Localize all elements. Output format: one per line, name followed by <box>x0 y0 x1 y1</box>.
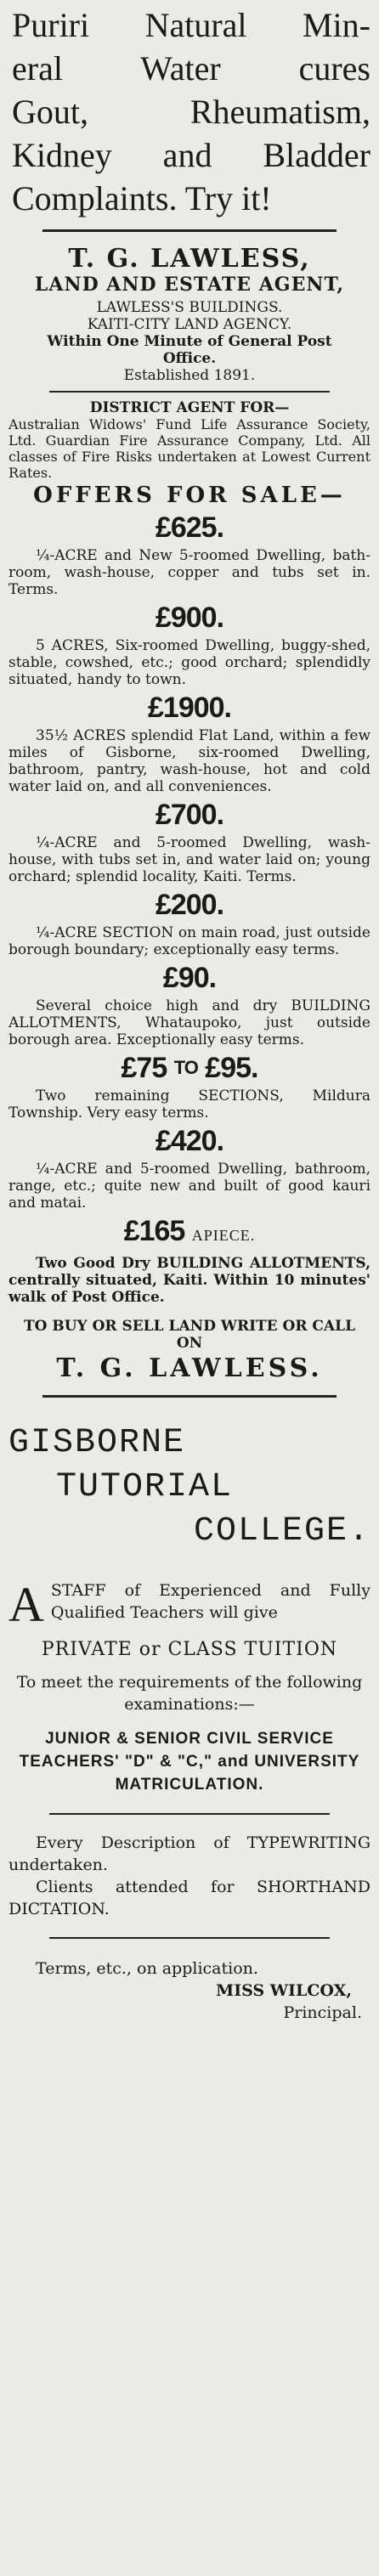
promo-line: Complaints. Try it! <box>12 179 272 217</box>
price-to: £95. <box>205 1052 258 1084</box>
agent-location: Within One Minute of General Post Office. <box>47 333 332 367</box>
listing-price: £700. <box>155 799 224 831</box>
divider <box>49 1813 330 1815</box>
listing-text: ¼-ACRE and New 5-roomed Dwelling, bath-room, wash-house, copper and tubs set in. Terms. <box>8 547 371 598</box>
listing-price: £200. <box>155 889 224 921</box>
staff-text: STAFF of Experienced and Fully Qualified Teachers will give <box>50 1581 371 1622</box>
listing-price: £1900. <box>148 692 231 724</box>
listing-price: £420. <box>155 1125 224 1157</box>
listing <box>8 795 371 885</box>
listing <box>8 508 371 598</box>
listing <box>8 958 371 1048</box>
college-title-line: TUTORIAL <box>56 1468 234 1506</box>
listing-text: Two Good Dry BUILDING ALLOTMENTS, centrally situated, Kaiti. Within 10 minutes' walk of Post Office. <box>8 1255 371 1306</box>
college-title-line: COLLEGE. <box>193 1512 371 1551</box>
promo-line: Puriri Natural Min- <box>12 6 371 44</box>
closing-name: T. G. LAWLESS. <box>56 1353 323 1383</box>
listing <box>8 1121 371 1212</box>
tutorial-advert <box>8 1421 371 2024</box>
listing-text: ¼-ACRE and 5-roomed Dwelling, wash-house, with tubs set in, and water laid on; young orchard; splendid locality, Kaiti. Terms. <box>8 834 371 885</box>
principal-name: MISS WILCOX, <box>216 1981 352 2000</box>
lawless-advert <box>8 244 371 1383</box>
listing-text: ¼-ACRE SECTION on main road, just outside borough boundary; exceptionally easy terms. <box>8 924 371 958</box>
listing-text: Two remaining SECTIONS, Mildura Township. Very easy terms. <box>8 1087 371 1121</box>
staff-paragraph <box>8 1579 371 1627</box>
price-value: £165 <box>123 1215 185 1247</box>
divider <box>42 229 337 232</box>
college-title-line: GISBORNE <box>8 1424 186 1462</box>
price-from: £75 <box>121 1052 167 1084</box>
listing <box>8 688 371 795</box>
listing-price: £900. <box>155 602 224 634</box>
district-agent-heading: DISTRICT AGENT FOR— <box>89 399 290 416</box>
puriri-promo <box>8 3 371 220</box>
puriri-advert <box>8 3 371 223</box>
listing <box>8 1212 371 1306</box>
listing-text: 5 ACRES, Six-roomed Dwelling, buggy-shed, stable, cowshed, etc.; good orchard; splendidly situated, handy to town. <box>8 637 371 688</box>
listing <box>8 598 371 688</box>
terms-text: Terms, etc., on application. <box>36 1959 258 1978</box>
listing-price <box>8 1212 371 1255</box>
closing-call: TO BUY OR SELL LAND WRITE OR CALL ON <box>23 1318 356 1352</box>
agent-established: Established 1891. <box>123 367 256 384</box>
drop-cap: A <box>8 1579 44 1627</box>
listing <box>8 1048 371 1121</box>
divider <box>49 1937 330 1939</box>
requirements-text: To meet the requirements of the following examinations:— <box>16 1673 363 1714</box>
divider <box>42 1395 337 1398</box>
agent-agency: KAITI-CITY LAND AGENCY. <box>87 316 292 333</box>
newspaper-column <box>0 3 379 2576</box>
listing-text: Several choice high and dry BUILDING ALLOTMENTS, Whataupoko, just outside borough area. Exceptionally easy terms. <box>8 997 371 1048</box>
offers-heading: OFFERS FOR SALE— <box>33 483 346 508</box>
agent-building: LAWLESS'S BUILDINGS. <box>96 299 283 316</box>
divider <box>49 391 330 393</box>
listing-price-range <box>8 1048 371 1087</box>
agent-title: LAND AND ESTATE AGENT, <box>34 274 345 296</box>
listing-text: ¼-ACRE and 5-roomed Dwelling, bathroom, range, etc.; quite new and built of good kauri and matai. <box>8 1161 371 1212</box>
promo-line: Gout, Rheumatism, <box>12 93 371 131</box>
exams-list: JUNIOR & SENIOR CIVIL SERVICE TEACHERS' "D" & "C," and UNIVERSITY MATRICULATION. <box>19 1730 360 1794</box>
principal-title: Principal. <box>283 2003 362 2022</box>
promo-line: eral Water cures <box>12 49 371 88</box>
shorthand-text: Clients attended for SHORTHAND DICTATION. <box>8 1878 371 1918</box>
typewriting-text: Every Description of TYPEWRITING undertaken. <box>8 1833 371 1874</box>
listing <box>8 885 371 958</box>
price-to-word: TO <box>173 1057 198 1078</box>
listing-price: £90. <box>162 962 217 994</box>
price-apiece: APIECE. <box>191 1227 256 1244</box>
listing-text: 35½ ACRES splendid Flat Land, within a few miles of Gisborne, six-roomed Dwelling, bathroom, pantry, wash-house, hot and cold water laid on, and all conveniences. <box>8 727 371 795</box>
promo-line: Kidney and Bladder <box>12 136 371 174</box>
agent-name: T. G. LAWLESS, <box>68 244 311 274</box>
agencies-text: Australian Widows' Fund Life Assurance Society, Ltd. Guardian Fire Assurance Company, Ltd. All classes of Fire Risks undertaken at Lowest Current Rates. <box>8 416 371 481</box>
tuition-line: PRIVATE or CLASS TUITION <box>41 1639 338 1660</box>
listing-price: £625. <box>155 511 224 544</box>
